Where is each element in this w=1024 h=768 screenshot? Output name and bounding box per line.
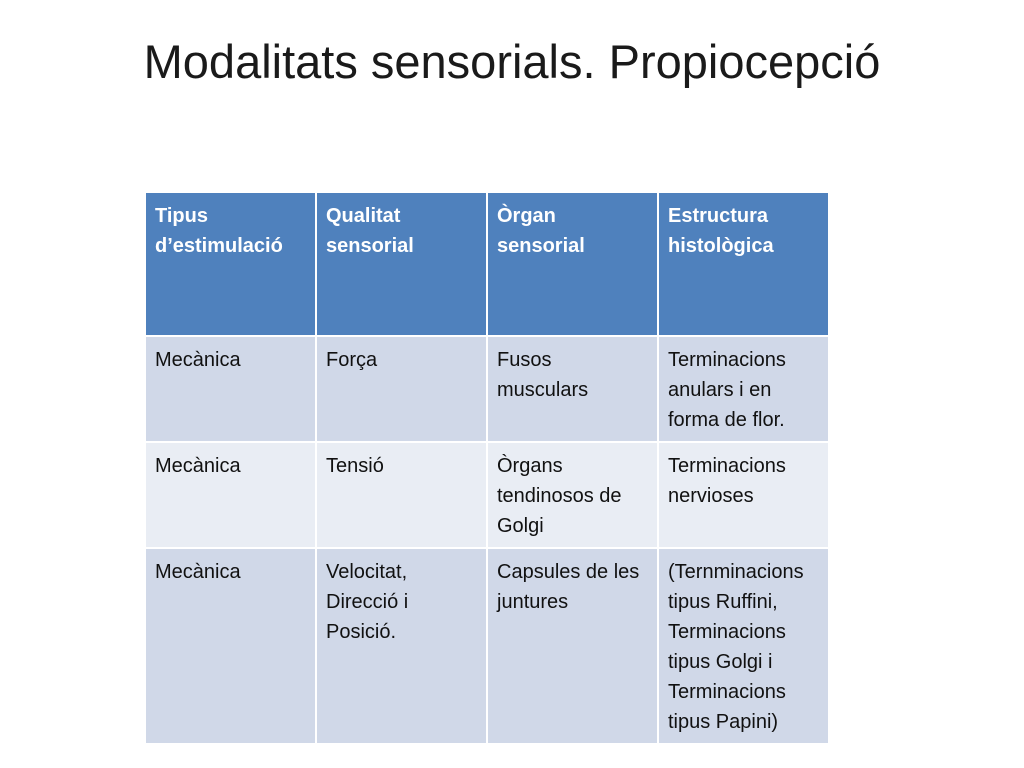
table-cell: Fusos musculars	[487, 336, 658, 442]
header-stimulation-type: Tipus d’estimulació	[145, 192, 316, 336]
header-sensory-organ: Òrgan sensorial	[487, 192, 658, 336]
table-cell: Mecànica	[145, 548, 316, 744]
table-cell: Mecànica	[145, 336, 316, 442]
table-cell: Terminacions anulars i en forma de flor.	[658, 336, 829, 442]
table-cell: Velocitat, Direcció i Posició.	[316, 548, 487, 744]
slide-title: Modalitats sensorials. Propiocepció	[143, 35, 881, 88]
header-histological-structure: Estructura histològica	[658, 192, 829, 336]
table-cell: Tensió	[316, 442, 487, 548]
header-sensory-quality: Qualitat sensorial	[316, 192, 487, 336]
sensory-modalities-table	[144, 191, 830, 745]
table-cell: Terminacions nervioses	[658, 442, 829, 548]
table-cell: Òrgans tendinosos de Golgi	[487, 442, 658, 548]
table-row	[145, 548, 829, 744]
table-row	[145, 336, 829, 442]
table-cell: Mecànica	[145, 442, 316, 548]
table-cell: (Ternminacions tipus Ruffini, Terminacions tipus Golgi i Terminacions tipus Papini)	[658, 548, 829, 744]
table-header-row	[145, 192, 829, 336]
table-cell: Capsules de les juntures	[487, 548, 658, 744]
table-row	[145, 442, 829, 548]
table-cell: Força	[316, 336, 487, 442]
